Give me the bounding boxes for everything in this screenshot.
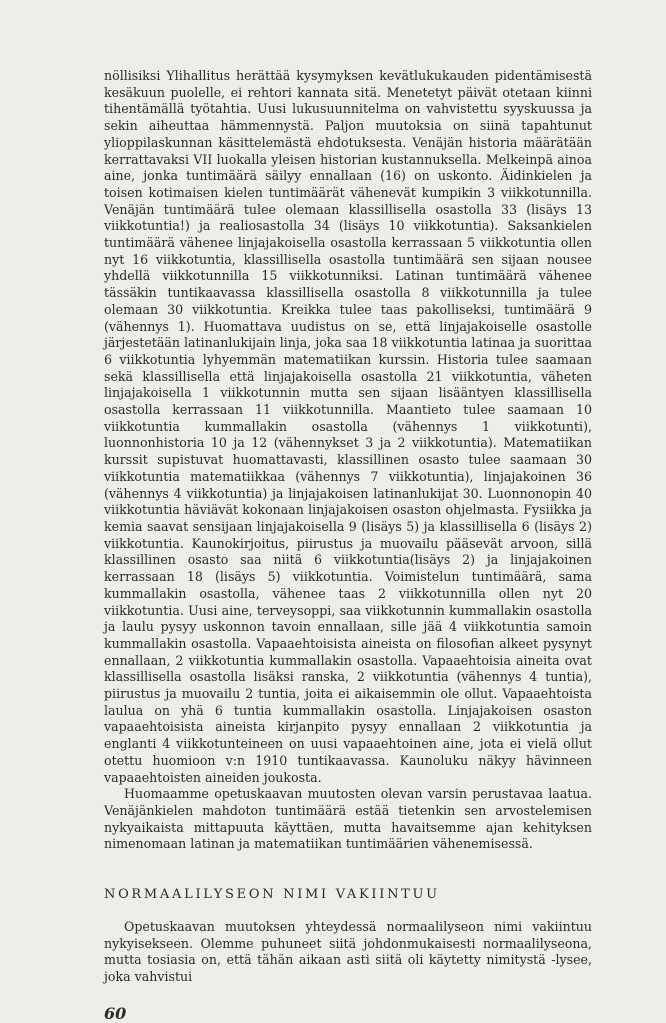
- document-page: [104, 68, 592, 1023]
- body-paragraph-2: Huomaamme opetuskaavan muutosten olevan varsin perustavaa laatua. Venäjänkielen mahdoton tuntimäärä estää tietenkin sen arvostelemisen nykyaikaista mittapuuta käyttäen, mutta havaitsemme ajan kehityksen nimenomaan latinan ja matematiikan tuntimäärien vähenemisessä.: [104, 786, 592, 852]
- page-number: 60: [104, 1003, 127, 1023]
- section-heading: NORMAALILYSEON NIMI VAKIINTUU: [104, 887, 440, 903]
- section-paragraph: Opetuskaavan muutoksen yhteydessä normaalilyseon nimi vakiintuu nykyisekseen. Olemme puhuneet siitä johdonmukaisesti normaalilyseona, mutta tosiasia on, että tähän aikaan asti siitä oli käytetty nimitystä -lysee, joka vahvistui: [104, 919, 592, 985]
- body-paragraph-1: nöllisiksi Ylihallitus herättää kysymyksen kevätlukukauden pidentämisestä kesäkuun puolelle, ei rehtori kannata sitä. Menetetyt päivät otetaan kiinni tihentämällä työtahtia. Uusi lukusuunnitelma on vahvistettu syyskuussa ja sekin aiheuttaa hämmennystä. Paljon muutoksia on siinä tapahtunut ylioppilaskunnan käsittelemästä ehdotuksesta. Venäjän historia määrätään kerrattavaksi VII luokalla yleisen historian kustannuksella. Melkeinpä ainoa aine, jonka tuntimäärä säilyy ennallaan (16) on uskonto. Äidinkielen ja toisen kotimaisen kielen tuntimäärät vähenevät kumpikin 3 viikkotunnilla. Venäjän tuntimäärä tulee olemaan klassillisella osastolla 33 (lisäys 13 viikkotuntia!) ja realiosastolla 34 (lisäys 10 viikkotuntia). Saksankielen tuntimäärä vähenee linjajakoisella osastolla kerrassaan 5 viikkotuntia ollen nyt 16 viikkotuntia, klassillisella osastolla tuntimäärä sen sijaan nousee yhdellä viikkotunnilla 15 viikkotunniksi. Latinan tuntimäärä vähenee tässäkin tuntikaavassa klassillisella osastolla 8 viikkotunnilla ja tulee olemaan 30 viikkotuntia. Kreikka tulee taas pakolliseksi, tuntimäärä 9 (vähennys 1). Huomattava uudistus on se, että linjajakoiselle osastolle järjestetään latinanlukijain linja, joka saa 18 viikkotuntia latinaa ja suorittaa 6 viikkotuntia lyhyemmän matematiikan kurssin. Historia tulee saamaan sekä klassillisella että linjajakoisella osastolla 21 viikkotuntia, väheten linjajakoisella 1 viikkotunnin mutta sen sijaan lisääntyen klassillisella osastolla kerrassaan 11 viikkotunnilla. Maantieto tulee saamaan 10 viikkotuntia kummallakin osastolla (vähennys 1 viikkotunti), luonnonhistoria 10 ja 12 (vähennykset 3 ja 2 viikkotuntia). Matematiikan kurssit supistuvat huomattavasti, klassillinen osasto tulee saamaan 30 viikkotuntia matematiikkaa (vähennys 7 viikkotuntia), linjajakoinen 36 (vähennys 4 viikkotuntia) ja linjajakoisen latinanlukijat 30. Luonnonopin 40 viikkotuntia häviävät kokonaan linjajakoisen osaston ohjelmasta. Fysiikka ja kemia saavat sensijaan linjajakoisella 9 (lisäys 5) ja klassillisella 6 (lisäys 2) viikkotuntia. Kaunokirjoitus, piirustus ja muovailu pääsevät arvoon, sillä klassillinen osasto saa niitä 6 viikkotuntia(lisäys 2) ja linjajakoinen kerrassaan 18 (lisäys 5) viikkotuntia. Voimistelun tuntimäärä, sama kummallakin osastolla, vähenee taas 2 viikkotunnilla ollen nyt 20 viikkotuntia. Uusi aine, terveysoppi, saa viikkotunnin kummallakin osastolla ja laulu pysyy uskonnon tavoin ennallaan, sille jää 4 viikkotuntia samoin kummallakin osastolla. Vapaaehtoisista aineista on filosofian alkeet pysynyt ennallaan, 2 viikkotuntia kummallakin osastolla. Vapaaehtoisia aineita ovat klassillisella osastolla lisäksi ranska, 2 viikkotuntia (vähennys 4 tuntia), piirustus ja muovailu 2 tuntia, joita ei aikaisemmin ole ollut. Vapaaehtoista laulua on yhä 6 tuntia kummallakin osastolla. Linjajakoisen osaston vapaaehtoisista aineista kirjanpito pysyy ennallaan 2 viikkotuntia ja englanti 4 viikkotunteineen on uusi vapaaehtoinen aine, jota ei vielä ollut otettu huomioon v:n 1910 tuntikaavassa. Kaunoluku näkyy hävinneen vapaaehtoisten aineiden joukosta.: [104, 68, 592, 785]
